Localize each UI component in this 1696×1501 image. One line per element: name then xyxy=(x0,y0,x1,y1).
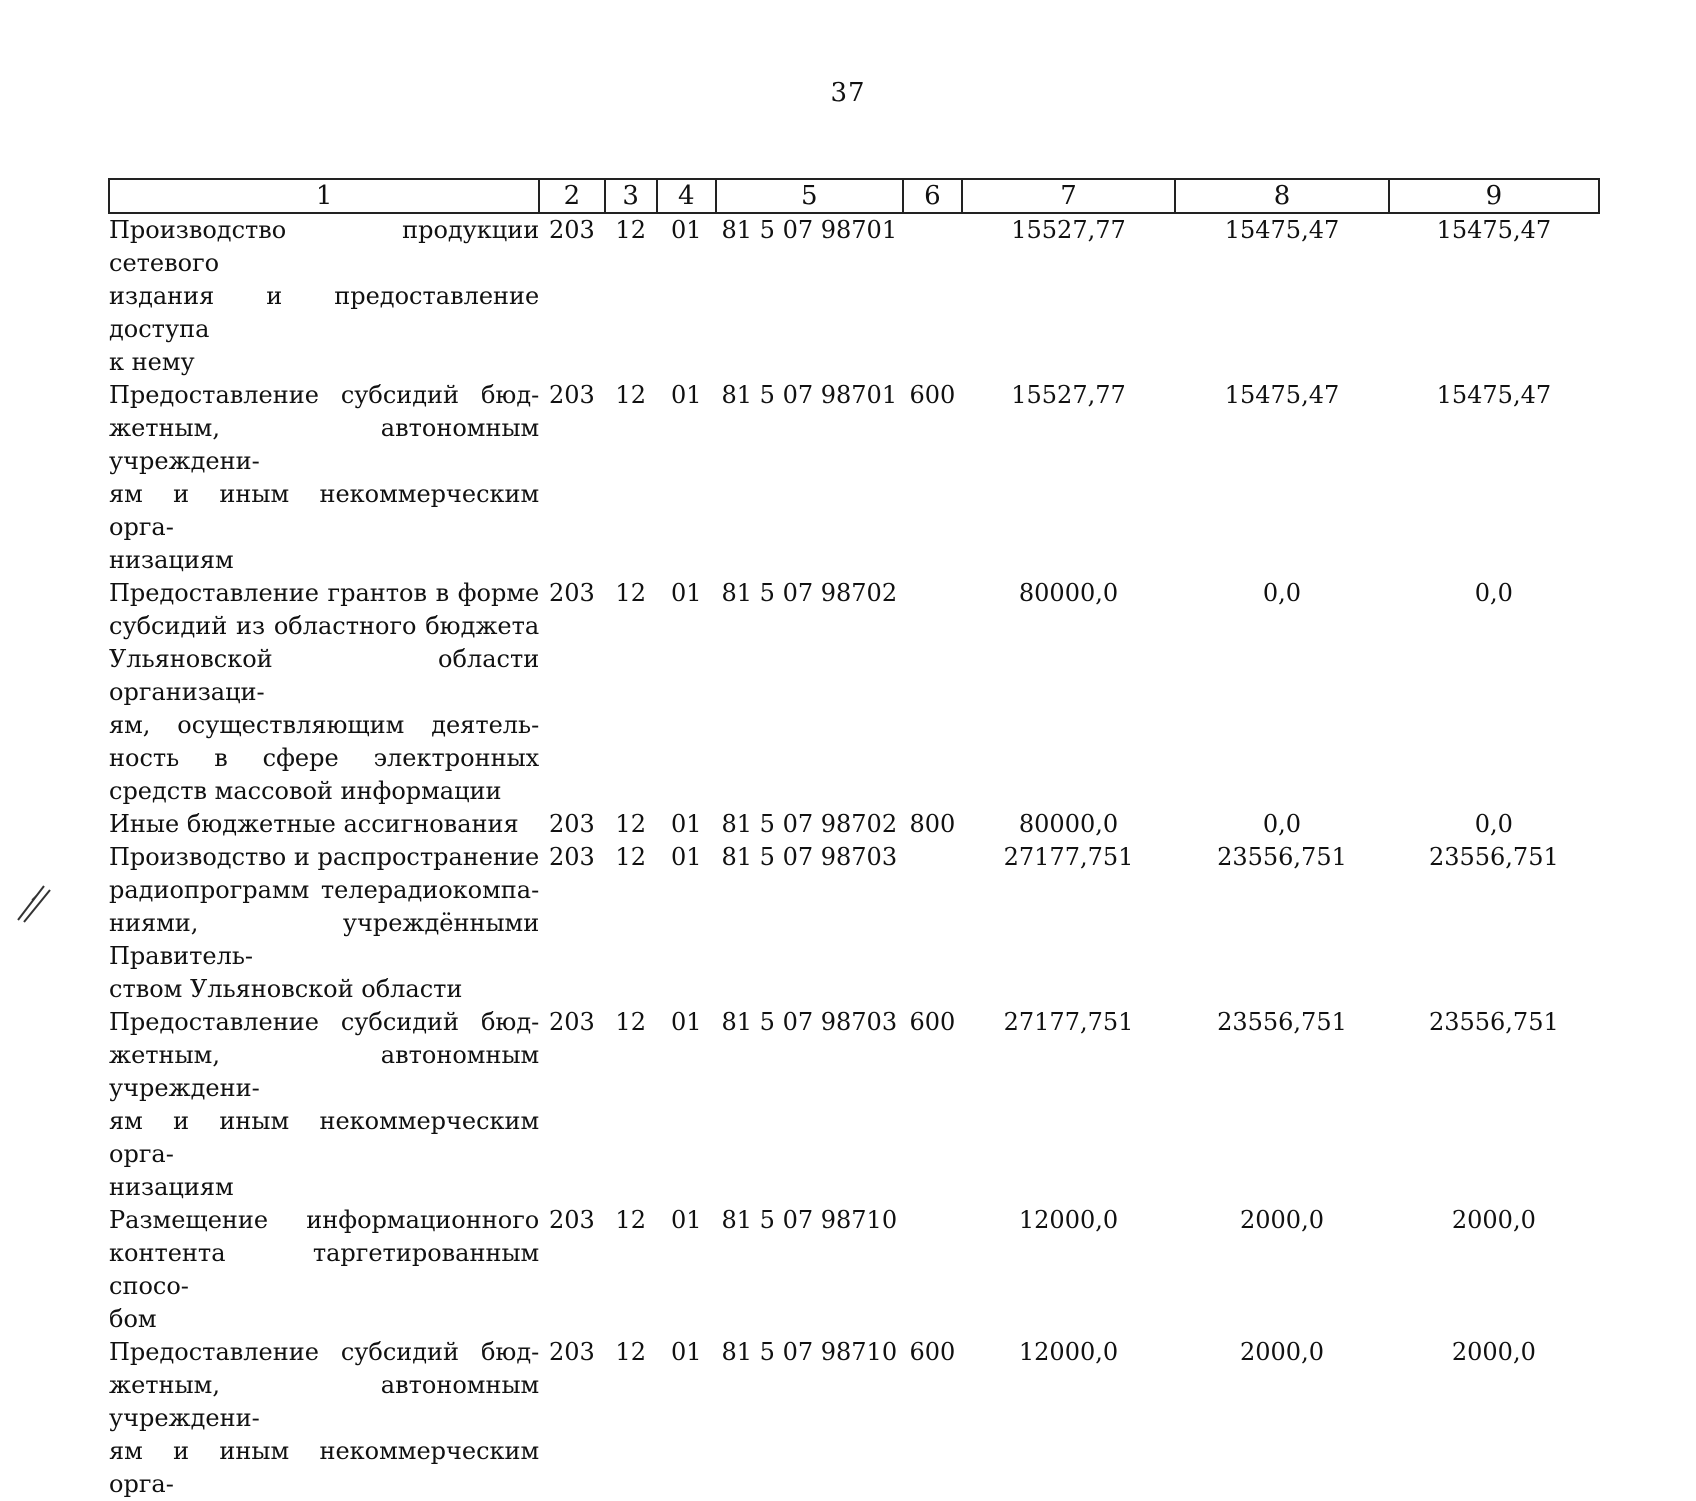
description-line: Ульяновской области организаци- xyxy=(109,645,540,706)
amount-col-9: 23556,751 xyxy=(1428,1008,1559,1036)
amount-col-9: 23556,751 xyxy=(1428,843,1559,871)
amount-col-7: 12000,0 xyxy=(1018,1338,1119,1366)
description-line: ность в сфере электронных xyxy=(109,744,540,772)
description-line: ям и иным некоммерческим орга- xyxy=(109,1107,540,1168)
amount-col-7: 12000,0 xyxy=(1018,1206,1119,1234)
paragraph-code: 01 xyxy=(670,1008,702,1036)
target-article-code: 81 5 07 98703 xyxy=(721,1008,898,1036)
row-description xyxy=(109,1204,539,1336)
description-line: Производство и распространение xyxy=(109,843,540,871)
description-line: средств массовой информации xyxy=(109,777,502,805)
description-line: жетным, автономным учреждени- xyxy=(109,1371,540,1432)
description-line: издания и предоставление доступа xyxy=(109,282,540,343)
description-line: ям и иным некоммерческим орга- xyxy=(109,1437,540,1498)
amount-col-7: 15527,77 xyxy=(1011,381,1126,409)
row-description xyxy=(109,1006,539,1204)
paragraph-code: 01 xyxy=(670,579,702,607)
description-line: субсидий из областного бюджета xyxy=(109,612,540,640)
table-row xyxy=(109,808,1599,841)
description-line: низациям xyxy=(109,1173,234,1201)
amount-col-8: 23556,751 xyxy=(1217,843,1347,871)
amount-col-8: 2000,0 xyxy=(1239,1206,1324,1234)
column-header-8: 8 xyxy=(1175,179,1388,213)
section-code: 203 xyxy=(548,579,595,607)
column-header-3: 3 xyxy=(605,179,657,213)
table-row xyxy=(109,577,1599,808)
column-header-2: 2 xyxy=(539,179,604,213)
description-line: жетным, автономным учреждени- xyxy=(109,414,540,475)
table-row xyxy=(109,1204,1599,1336)
target-article-code: 81 5 07 98701 xyxy=(721,381,898,409)
description-line: Предоставление субсидий бюд- xyxy=(109,1338,540,1366)
subsection-code: 12 xyxy=(615,810,646,838)
amount-col-9: 0,0 xyxy=(1474,579,1513,607)
paragraph-code: 01 xyxy=(670,381,702,409)
row-description xyxy=(109,213,539,379)
column-header-5: 5 xyxy=(716,179,903,213)
description-line: низациям xyxy=(109,546,234,574)
target-article-code: 81 5 07 98702 xyxy=(721,810,898,838)
handwritten-mark xyxy=(14,880,54,924)
amount-col-7: 80000,0 xyxy=(1018,579,1119,607)
subsection-code: 12 xyxy=(615,1206,646,1234)
row-description xyxy=(109,577,539,808)
subsection-code: 12 xyxy=(615,1338,646,1366)
amount-col-9: 2000,0 xyxy=(1451,1206,1536,1234)
amount-col-8: 0,0 xyxy=(1262,810,1302,838)
amount-col-7: 27177,751 xyxy=(1003,843,1134,871)
description-line: ниями, учреждёнными Правитель- xyxy=(109,909,540,970)
expense-type-code: 600 xyxy=(909,1008,956,1036)
expense-type-code xyxy=(903,577,962,808)
table-row xyxy=(109,1336,1599,1501)
column-header-6: 6 xyxy=(903,179,962,213)
description-line: жетным, автономным учреждени- xyxy=(109,1041,540,1102)
section-code: 203 xyxy=(548,810,595,838)
paragraph-code: 01 xyxy=(670,216,702,244)
target-article-code: 81 5 07 98710 xyxy=(721,1206,898,1234)
section-code: 203 xyxy=(548,1008,595,1036)
paragraph-code: 01 xyxy=(670,1338,702,1366)
subsection-code: 12 xyxy=(615,579,646,607)
description-line: контента таргетированным спосо- xyxy=(109,1239,540,1300)
description-line: к нему xyxy=(109,348,195,376)
description-line: ям, осуществляющим деятель- xyxy=(109,711,540,739)
table-row xyxy=(109,1006,1599,1204)
description-line: Иные бюджетные ассигнования xyxy=(109,810,519,838)
header-row xyxy=(109,179,1599,213)
target-article-code: 81 5 07 98702 xyxy=(721,579,898,607)
amount-col-8: 2000,0 xyxy=(1239,1338,1324,1366)
description-line: Производство продукции сетевого xyxy=(109,216,540,277)
subsection-code: 12 xyxy=(615,1008,646,1036)
amount-col-9: 15475,47 xyxy=(1436,381,1552,409)
row-description xyxy=(109,841,539,1006)
subsection-code: 12 xyxy=(615,843,646,871)
amount-col-9: 15475,47 xyxy=(1436,216,1552,244)
budget-table xyxy=(108,178,1600,1501)
table-row xyxy=(109,379,1599,577)
page-number: 37 xyxy=(830,78,866,108)
target-article-code: 81 5 07 98710 xyxy=(721,1338,898,1366)
amount-col-8: 23556,751 xyxy=(1217,1008,1347,1036)
expense-type-code xyxy=(903,841,962,1006)
row-description xyxy=(109,1336,539,1501)
description-line: бом xyxy=(109,1305,157,1333)
expense-type-code xyxy=(903,213,962,379)
table-row xyxy=(109,841,1599,1006)
paragraph-code: 01 xyxy=(670,810,702,838)
subsection-code: 12 xyxy=(615,381,646,409)
amount-col-7: 27177,751 xyxy=(1003,1008,1134,1036)
section-code: 203 xyxy=(548,1338,595,1366)
column-header-1: 1 xyxy=(109,179,539,213)
table-body xyxy=(109,213,1599,1501)
target-article-code: 81 5 07 98701 xyxy=(721,216,898,244)
column-header-9: 9 xyxy=(1389,179,1599,213)
expense-type-code: 800 xyxy=(909,810,956,838)
column-header-4: 4 xyxy=(657,179,716,213)
amount-col-7: 80000,0 xyxy=(1018,810,1119,838)
description-line: ям и иным некоммерческим орга- xyxy=(109,480,540,541)
description-line: радиопрограмм телерадиокомпа- xyxy=(109,876,540,904)
description-line: Предоставление субсидий бюд- xyxy=(109,381,540,409)
amount-col-8: 15475,47 xyxy=(1224,216,1340,244)
subsection-code: 12 xyxy=(615,216,646,244)
expense-type-code: 600 xyxy=(909,381,956,409)
amount-col-9: 0,0 xyxy=(1474,810,1513,838)
paragraph-code: 01 xyxy=(670,843,702,871)
expense-type-code xyxy=(903,1204,962,1336)
expense-type-code: 600 xyxy=(909,1338,956,1366)
table-row xyxy=(109,213,1599,379)
description-line: Размещение информационного xyxy=(109,1206,540,1234)
paragraph-code: 01 xyxy=(670,1206,702,1234)
section-code: 203 xyxy=(548,843,595,871)
amount-col-7: 15527,77 xyxy=(1011,216,1126,244)
description-line: Предоставление грантов в форме xyxy=(109,579,540,607)
amount-col-8: 0,0 xyxy=(1262,579,1302,607)
column-header-7: 7 xyxy=(962,179,1175,213)
amount-col-9: 2000,0 xyxy=(1451,1338,1536,1366)
row-description xyxy=(109,379,539,577)
row-description xyxy=(109,808,539,841)
section-code: 203 xyxy=(548,216,595,244)
description-line: ством Ульяновской области xyxy=(109,975,463,1003)
description-line: Предоставление субсидий бюд- xyxy=(109,1008,540,1036)
section-code: 203 xyxy=(548,1206,595,1234)
target-article-code: 81 5 07 98703 xyxy=(721,843,898,871)
amount-col-8: 15475,47 xyxy=(1224,381,1340,409)
section-code: 203 xyxy=(548,381,595,409)
